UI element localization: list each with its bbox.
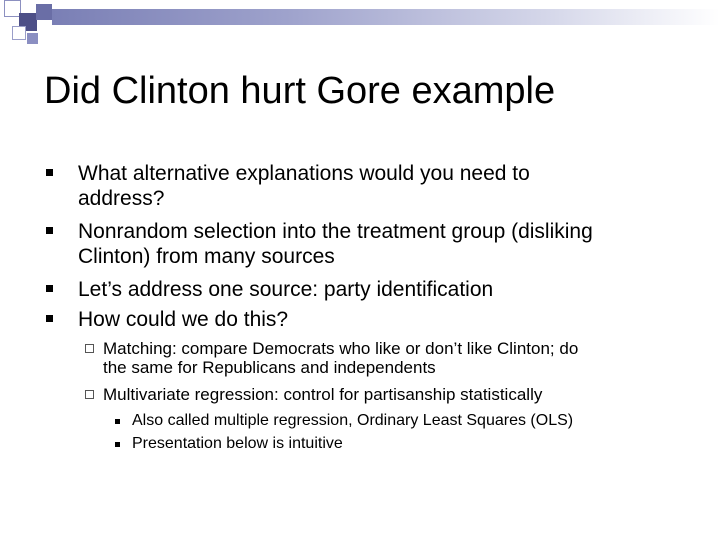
header-square [36,4,52,20]
header-square [12,26,26,40]
bullet-text: Nonrandom selection into the treatment group (disliking [78,220,593,243]
sub-bullet-text: Multivariate regression: control for partisanship statistically [103,385,543,404]
sub-sub-bullet-text: Presentation below is intuitive [132,435,343,452]
hollow-square-bullet-icon [85,390,94,399]
square-bullet-icon [115,442,120,447]
sub-sub-bullet-text: Also called multiple regression, Ordinary Least Squares (OLS) [132,412,574,429]
slide-title: Did Clinton hurt Gore example [44,70,556,112]
square-bullet-icon [46,285,53,292]
bullet-text: What alternative explanations would you need to [78,162,530,185]
bullet-text: Let’s address one source: party identification [78,278,494,301]
hollow-square-bullet-icon [85,344,94,353]
square-bullet-icon [115,419,120,424]
bullet-text: How could we do this? [78,308,289,331]
sub-bullet-text: the same for Republicans and independents [103,358,436,377]
bullet-text: Clinton) from many sources [78,245,335,268]
bullet-text: address? [78,187,165,210]
square-bullet-icon [46,315,53,322]
header-gradient-band [52,9,720,25]
square-bullet-icon [46,169,53,176]
square-bullet-icon [46,227,53,234]
sub-bullet-text: Matching: compare Democrats who like or don’t like Clinton; do [103,339,579,358]
header-square [27,33,38,44]
